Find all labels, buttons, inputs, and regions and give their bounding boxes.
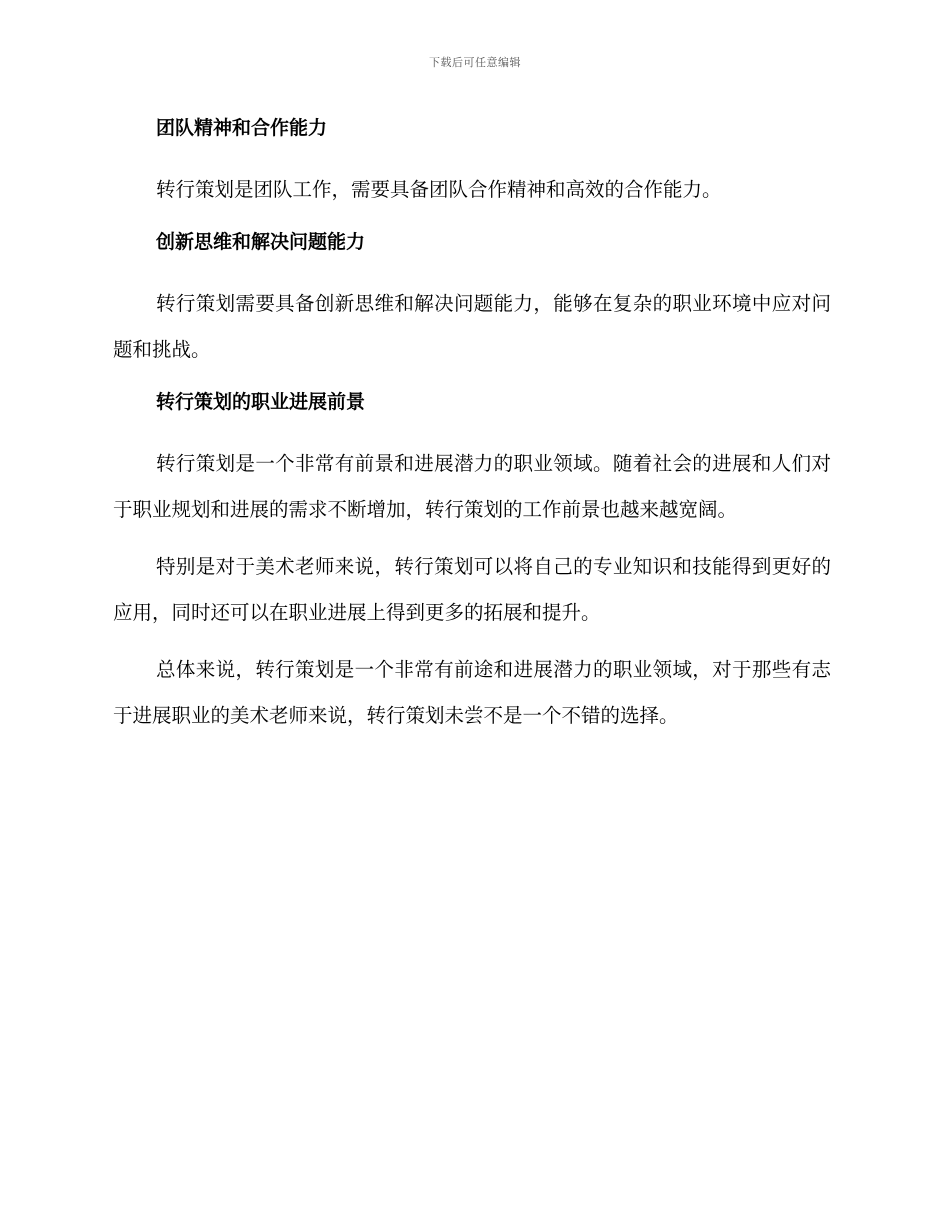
section-heading-career-prospects: 转行策划的职业进展前景 <box>156 391 366 413</box>
paragraph-prospects-2: 特别是对于美术老师来说，转行策划可以将自己的专业知识和技能得到更好的应用，同时还可以在职业进展上得到更多的拓展和提升。 <box>113 555 831 624</box>
paragraph-teamwork: 转行策划是团队工作，需要具备团队合作精神和高效的合作能力。 <box>156 178 722 201</box>
paragraph-innovation: 转行策划需要具备创新思维和解决问题能力，能够在复杂的职业环境中应对问题和挑战。 <box>113 292 831 361</box>
section-heading-teamwork: 团队精神和合作能力 <box>156 117 328 139</box>
paragraph-prospects-1: 转行策划是一个非常有前景和进展潜力的职业领域。随着社会的进展和人们对于职业规划和进展的需求不断增加，转行策划的工作前景也越来越宽阔。 <box>113 452 831 521</box>
document-body <box>113 110 831 750</box>
paragraph-prospects-3: 总体来说，转行策划是一个非常有前途和进展潜力的职业领域，对于那些有志于进展职业的美术老师来说，转行策划未尝不是一个不错的选择。 <box>113 658 831 727</box>
page-header: 下载后可任意编辑 <box>429 56 521 69</box>
section-heading-innovation: 创新思维和解决问题能力 <box>156 231 366 253</box>
